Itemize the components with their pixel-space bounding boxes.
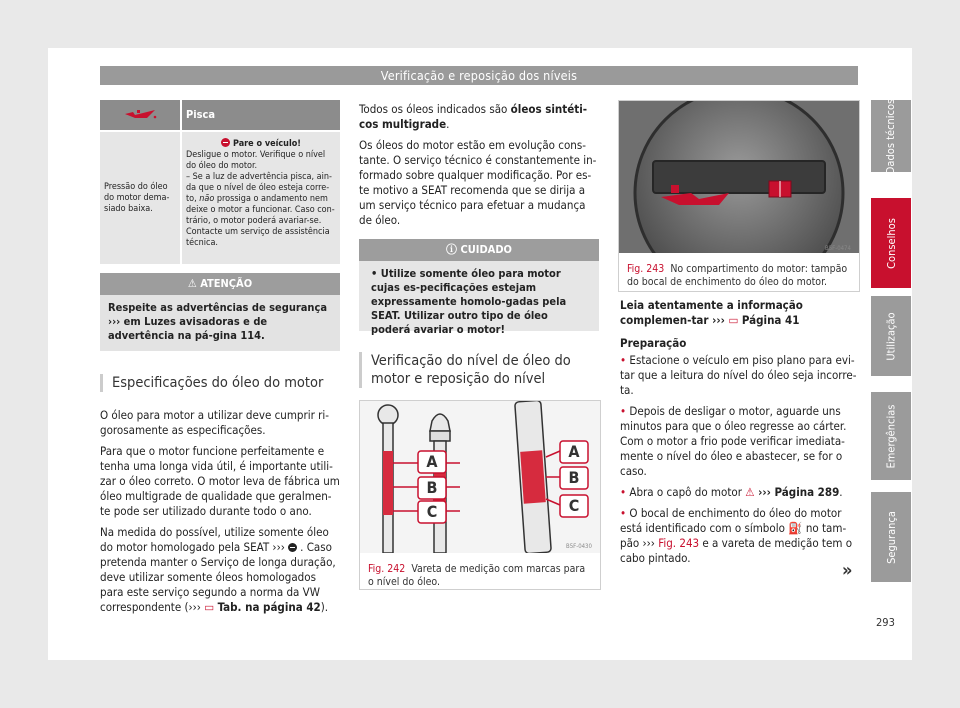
oil-can-icon	[100, 100, 180, 130]
caution-title: ⓘ CUIDADO	[359, 239, 599, 261]
stop-icon	[221, 138, 230, 147]
figure-code: B5F-0474	[825, 245, 851, 252]
tab-emergencias[interactable]: Emergências	[871, 392, 911, 480]
caution-box: ⓘ CUIDADO • Utilize somente óleo para motor cujas es-pecificações estejam expressamente homolo-gadas pela SEAT. Utilizar outro tipo de óleo poderá avariar o motor!	[359, 239, 599, 331]
dipstick-label-b: B	[426, 478, 438, 497]
tab-dados-tecnicos[interactable]: Dados técnicos	[871, 100, 911, 172]
warning-icon: ⚠	[745, 485, 755, 499]
warning-box	[100, 273, 340, 351]
table-row-label: Pressão do óleo do motor dema-siado baixa.	[104, 181, 170, 214]
stop-icon	[288, 543, 297, 552]
page-header: Verificação e reposição dos níveis	[100, 66, 858, 85]
page-number: 293	[876, 616, 895, 629]
dipstick-label-a: A	[426, 452, 438, 471]
tab-conselhos[interactable]: Conselhos	[871, 198, 911, 288]
dipstick-label-c: C	[426, 502, 438, 521]
figure-243	[618, 100, 860, 292]
figure-242	[359, 400, 601, 590]
book-icon: ▭	[200, 600, 214, 614]
specs-body: O óleo para motor a utilizar deve cumprir ri-gorosamente as especificações. Para que o motor funcione perfeitamente e tenha uma longa vida útil, é importante utili-zar o óleo correto. O motor leva de fábrica um óleo multigrade de qualidade que geralmen-te pode ser utilizado durante todo o ano. Na medida do possível, utilize somente óleo do motor homologado pela SEAT ››› . Caso pretenda manter o Serviço de longa duração, deve utilizar somente óleos homologados para este serviço segundo a norma da VW correspondente (››› ▭ Tab. na página 42).	[100, 408, 340, 614]
tab-seguranca[interactable]: Segurança	[871, 492, 911, 582]
figure-code: B5F-0430	[566, 543, 592, 550]
dipstick-label-b: B	[568, 468, 580, 487]
figure-caption: Fig. 242 Vareta de medição com marcas para o nível do óleo.	[368, 563, 586, 588]
figure-caption: Fig. 243 No compartimento do motor: tampão do bocal de enchimento do óleo do motor.	[627, 263, 848, 288]
oil-cap-illustration	[619, 101, 859, 253]
dipstick-label-a: A	[568, 442, 580, 461]
book-icon: ▭	[724, 313, 739, 327]
warning-light-table	[100, 100, 340, 264]
continue-marker: »	[842, 560, 853, 581]
warning-text: Respeite as advertências de segurança ››› em Luzes avisadoras e de advertência na pá-gina 114.	[108, 301, 328, 342]
oil-can-icon: ⛽	[788, 521, 803, 535]
dipstick-label-c: C	[568, 496, 580, 515]
table-header	[100, 100, 340, 130]
col3-body: Leia atentamente a informação complemen-tar ››› ▭ Página 41 Preparação • Estacione o veículo em piso plano para evi-tar que a leitura do nível do óleo seja incorre-ta. • Depois de desligar o motor, aguarde uns minutos para que o óleo regresse ao cárter. Com o motor a frio pode verificar imediata-mente o nível do óleo e abastecer, se for o caso. • Abra o capô do motor ⚠ ››› Página 289. • O bocal de enchimento do óleo do motor está identificado com o símbolo ⛽ no tam-pão ››› Fig. 243 e a vareta de medição tem o cabo pintado.	[620, 298, 857, 565]
table-row	[100, 130, 340, 264]
caution-text: Utilize somente óleo para motor cujas es-pecificações estejam expressamente homolo-gadas pela SEAT. Utilizar outro tipo de óleo poderá avariar o motor!	[371, 267, 567, 336]
section-heading-oil-level: Verificação do nível de óleo do motor e reposição do nível	[359, 352, 606, 388]
table-row-text: Pare o veículo! Desligue o motor. Verifique o nível do óleo do motor. – Se a luz de advertência pisca, ain-da que o nível de óleo esteja corre-to, não prossiga o andamento nem deixe o motor a funcionar. Caso con-trário, o motor poderá avariar-se. Contacte um serviço de assistência técnica.	[180, 132, 340, 264]
tab-utilizacao[interactable]: Utilização	[871, 296, 911, 376]
col2-body: Todos os óleos indicados são óleos sintéti-cos multigrade. Os óleos do motor estão em evolução cons-tante. O serviço técnico é constantemente in-formado sobre qualquer modificação. Por es-te motivo a SEAT recomenda que se dirija a um serviço técnico para efetuar a mudança de óleo.	[359, 102, 597, 227]
warning-title: ⚠ ATENÇÃO	[100, 273, 340, 295]
section-heading-specs: Especificações do óleo do motor	[100, 374, 342, 392]
table-col-header: Pisca	[180, 100, 340, 130]
